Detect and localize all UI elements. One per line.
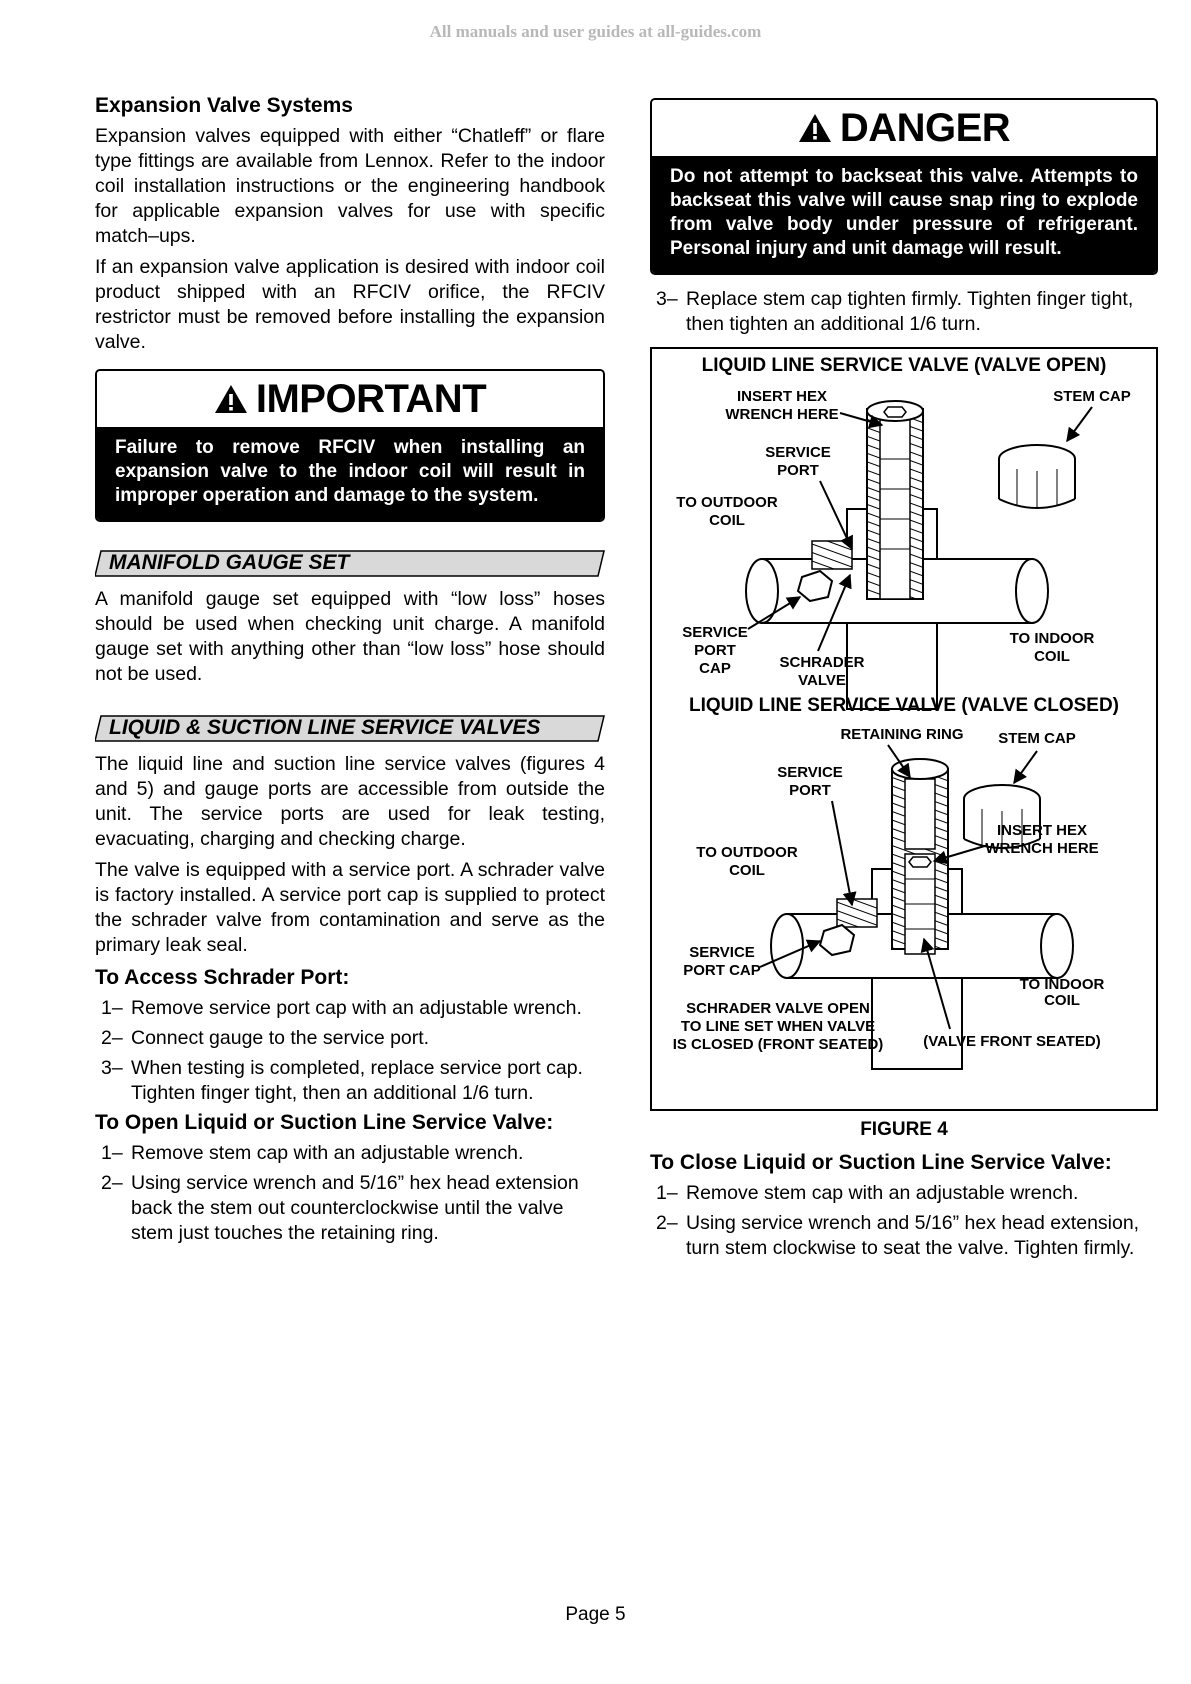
- important-box: [95, 369, 605, 522]
- close-heading: To Close Liquid or Suction Line Service Valve:: [650, 1151, 1112, 1174]
- closed-label-outdoor-1: TO OUTDOOR: [696, 844, 798, 861]
- closed-label-front-seated: (VALVE FRONT SEATED): [923, 1033, 1101, 1050]
- open-label-schrader-2: VALVE: [798, 672, 846, 689]
- figure-4: [650, 347, 1158, 1111]
- page-number: Page 5: [565, 1604, 626, 1625]
- danger-box: [650, 98, 1158, 275]
- open-label-sp-cap-3: CAP: [699, 660, 731, 677]
- valves-paragraph-1: The liquid line and suction line service valves (figures 4 and 5) and gauge ports are accessible from outside the unit. The service ports are used for leak testing, evacuating, charging and checking charge.: [95, 753, 605, 850]
- closed-label-service-port-1: SERVICE: [777, 764, 843, 781]
- step-text: When testing is completed, replace service port cap. Tighten finger tight, then an additional 1/6 turn.: [131, 1057, 583, 1104]
- list-item: [95, 1141, 605, 1166]
- closed-label-insert-hex-2: WRENCH HERE: [985, 840, 1099, 857]
- list-item: [95, 1056, 605, 1106]
- manifold-heading: MANIFOLD GAUGE SET: [109, 551, 350, 574]
- open-label-stem-cap: STEM CAP: [1053, 388, 1131, 405]
- step-number: 2–: [101, 1172, 123, 1194]
- manifold-section-bar: [95, 550, 605, 577]
- figure-caption: FIGURE 4: [860, 1119, 948, 1140]
- left-column: [95, 94, 605, 1251]
- closed-label-schrader-open-3: IS CLOSED (FRONT SEATED): [672, 1036, 884, 1053]
- access-steps: [95, 996, 605, 1106]
- expansion-heading: Expansion Valve Systems: [95, 94, 353, 117]
- closed-label-sp-cap-1: SERVICE: [689, 944, 755, 961]
- closed-label-indoor-2: COIL: [1044, 992, 1080, 1009]
- closed-label-insert-hex-1: INSERT HEX: [996, 822, 1088, 839]
- open-label-outdoor-1: TO OUTDOOR: [676, 494, 778, 511]
- step-number: 3–: [101, 1057, 123, 1079]
- expansion-paragraph-1: Expansion valves equipped with either “Chatleff” or flare type fittings are available from Lennox. Refer to the indoor coil installation instructions or the engineering handbook for applicable expansion valves for use with specific match–ups.: [95, 125, 605, 247]
- open-label-indoor-1: TO INDOOR: [1009, 630, 1095, 647]
- list-item: [95, 1026, 605, 1051]
- closed-label-sp-cap-2: PORT CAP: [683, 962, 761, 979]
- open-heading: To Open Liquid or Suction Line Service Valve:: [95, 1111, 554, 1134]
- list-item: [95, 1171, 605, 1246]
- danger-title: DANGER: [839, 105, 1011, 150]
- step-number: 3–: [656, 288, 678, 310]
- open-label-outdoor-2: COIL: [709, 512, 745, 529]
- valve-diagram: [652, 349, 1156, 1109]
- closed-label-schrader-open-1: SCHRADER VALVE OPEN: [686, 1000, 870, 1017]
- open-label-insert-hex-2: WRENCH HERE: [725, 406, 839, 423]
- open-label-sp-cap-2: PORT: [694, 642, 736, 659]
- closed-label-stem-cap: STEM CAP: [998, 730, 1076, 747]
- important-title: IMPORTANT: [255, 376, 487, 421]
- replace-step: [650, 287, 1158, 337]
- step-text: Remove stem cap with an adjustable wrench.: [131, 1142, 524, 1164]
- step-number: 1–: [101, 1142, 123, 1164]
- closed-label-outdoor-2: COIL: [729, 862, 765, 879]
- expansion-paragraph-2: If an expansion valve application is desired with indoor coil product shipped with an RFCIV orifice, the RFCIV restrictor must be removed before installing the expansion valve.: [95, 256, 605, 353]
- access-heading: To Access Schrader Port:: [95, 966, 350, 989]
- closed-label-schrader-open-2: TO LINE SET WHEN VALVE: [680, 1018, 876, 1035]
- open-label-insert-hex-1: INSERT HEX: [736, 388, 828, 405]
- step-text: Replace stem cap tighten firmly. Tighten finger tight, then tighten an additional 1/6 turn.: [686, 288, 1134, 335]
- warning-icon: [214, 383, 248, 415]
- right-column: [650, 98, 1158, 1266]
- step-text: Using service wrench and 5/16” hex head extension, turn stem clockwise to seat the valve. Tighten firmly.: [686, 1212, 1140, 1259]
- valves-paragraph-2: The valve is equipped with a service port. A schrader valve is factory installed. A service port cap is supplied to protect the schrader valve from contamination and serve as the primary leak seal.: [95, 859, 605, 956]
- valves-heading: LIQUID & SUCTION LINE SERVICE VALVES: [109, 716, 541, 739]
- danger-header: [652, 100, 1156, 156]
- open-steps: [95, 1141, 605, 1246]
- step-number: 2–: [656, 1212, 678, 1234]
- open-label-service-port-1: SERVICE: [765, 444, 831, 461]
- step-text: Connect gauge to the service port.: [131, 1027, 430, 1049]
- valves-section-bar: [95, 715, 605, 742]
- open-label-schrader-1: SCHRADER: [779, 654, 865, 671]
- closed-label-service-port-2: PORT: [789, 782, 831, 799]
- step-text: Using service wrench and 5/16” hex head extension back the stem out counterclockwise until the valve stem just touches the retaining ring.: [131, 1172, 579, 1244]
- list-item: [650, 287, 1158, 337]
- close-steps: [650, 1181, 1158, 1261]
- closed-label-indoor-1: TO INDOOR: [1019, 976, 1105, 993]
- open-title: LIQUID LINE SERVICE VALVE (VALVE OPEN): [701, 355, 1107, 376]
- important-header: [97, 371, 603, 427]
- list-item: [650, 1211, 1158, 1261]
- open-label-indoor-2: COIL: [1034, 648, 1070, 665]
- warning-icon: [798, 112, 832, 144]
- danger-text: Do not attempt to backseat this valve. Attempts to backseat this valve will cause snap ring to explode from valve body under pressure of refrigerant. Personal injury and unit damage will result.: [652, 156, 1156, 273]
- step-number: 1–: [101, 997, 123, 1019]
- open-label-service-port-2: PORT: [777, 462, 819, 479]
- important-text: Failure to remove RFCIV when installing an expansion valve to the indoor coil will result in improper operation and damage to the system.: [97, 427, 603, 520]
- closed-title: LIQUID LINE SERVICE VALVE (VALVE CLOSED): [688, 695, 1120, 716]
- step-text: Remove service port cap with an adjustable wrench.: [131, 997, 582, 1019]
- step-number: 1–: [656, 1182, 678, 1204]
- manifold-text: A manifold gauge set equipped with “low loss” hoses should be used when checking unit charge. A manifold gauge set with anything other than “low loss” hose should not be used.: [95, 588, 605, 685]
- closed-label-retaining-ring: RETAINING RING: [840, 726, 964, 743]
- open-label-sp-cap-1: SERVICE: [682, 624, 748, 641]
- step-number: 2–: [101, 1027, 123, 1049]
- list-item: [650, 1181, 1158, 1206]
- step-text: Remove stem cap with an adjustable wrench.: [686, 1182, 1079, 1204]
- list-item: [95, 996, 605, 1021]
- watermark: All manuals and user guides at all-guides.com: [429, 22, 762, 41]
